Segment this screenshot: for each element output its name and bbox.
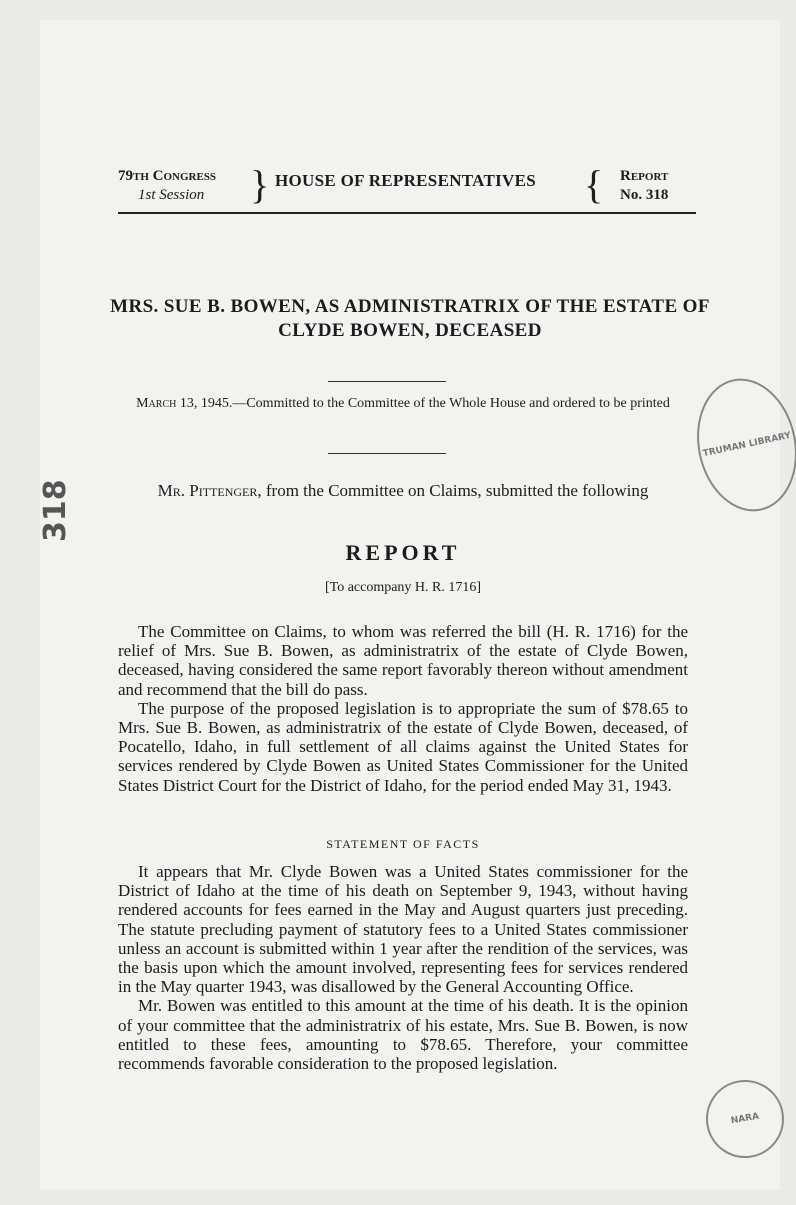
committed-date: March 13, 1945. bbox=[136, 396, 233, 411]
report-number-block bbox=[620, 167, 668, 205]
paragraph-2: The purpose of the proposed legislation is to appropriate the sum of $78.65 to Mrs. Sue B. Bowen, as administratrix of the estate of Clyde Bowen, deceased, of Pocatello, Idaho, in full settlement of all claims against the United States for services rendered by Clyde Bowen as United States Commissioner for the United States District Court for the District of Idaho, for the period ended May 31, 1943. bbox=[118, 698, 688, 795]
right-brace: { bbox=[584, 162, 604, 207]
session-number: 1st Session bbox=[138, 187, 205, 203]
submitted-line bbox=[118, 480, 688, 501]
paragraph-1: The Committee on Claims, to whom was referred the bill (H. R. 1716) for the relief of Mrs. Sue B. Bowen, as administratrix of the estate of Clyde Bowen, deceased, having considered the same report favorably thereon without amendment and recommend that the bill do pass. bbox=[118, 622, 688, 699]
accompany-note: [To accompany H. R. 1716] bbox=[324, 580, 482, 595]
paragraph-4: Mr. Bowen was entitled to this amount at the time of his death. It is the opinion of your committee that the administratrix of his estate, Mrs. Sue B. Bowen, is now entitled to these fees, amounting to $78.65. Therefore, your committee recommends favorable consideration to the proposed legislation. bbox=[118, 996, 688, 1074]
masthead bbox=[118, 162, 698, 207]
divider bbox=[328, 453, 446, 454]
congress-session bbox=[118, 167, 246, 205]
committed-text: —Committed to the Committee of the Whole House and ordered to be printed bbox=[232, 396, 670, 411]
report-heading: REPORT bbox=[345, 540, 461, 565]
handwritten-margin-note: 318 bbox=[38, 479, 73, 542]
library-stamp: TRUMAN LIBRARY bbox=[685, 369, 796, 520]
report-label: Report bbox=[620, 168, 669, 184]
divider bbox=[328, 381, 446, 382]
nara-stamp: NARA bbox=[700, 1074, 790, 1164]
left-brace: } bbox=[250, 162, 270, 207]
committed-notice bbox=[118, 394, 688, 413]
chamber-name: HOUSE OF REPRESENTATIVES bbox=[275, 171, 536, 190]
document-title: MRS. SUE B. BOWEN, AS ADMINISTRATRIX OF THE ESTATE OF CLYDE BOWEN, DECEASED bbox=[110, 296, 710, 341]
submitted-text: from the Committee on Claims, submitted the following bbox=[261, 481, 649, 500]
body-section-1 bbox=[118, 622, 688, 795]
paragraph-3: It appears that Mr. Clyde Bowen was a United States commissioner for the District of Idaho at the time of his death on September 9, 1943, without having rendered accounts for fees earned in the May and August quarters just preceding. The statute precluding payment of statutory fees to a United States commissioner unless an account is submitted within 1 year after the rendition of the services, was the basis upon which the amount involved, representing fees for services rendered in the May quarter 1943, was disallowed by the General Accounting Office. bbox=[118, 862, 688, 997]
submitter-name: Mr. Pittenger, bbox=[157, 481, 262, 500]
body-section-2 bbox=[118, 862, 688, 1073]
facts-heading: STATEMENT OF FACTS bbox=[326, 837, 480, 851]
congress-number: 79th Congress bbox=[118, 168, 217, 184]
masthead-rule bbox=[118, 212, 696, 214]
report-number: No. 318 bbox=[620, 187, 669, 203]
